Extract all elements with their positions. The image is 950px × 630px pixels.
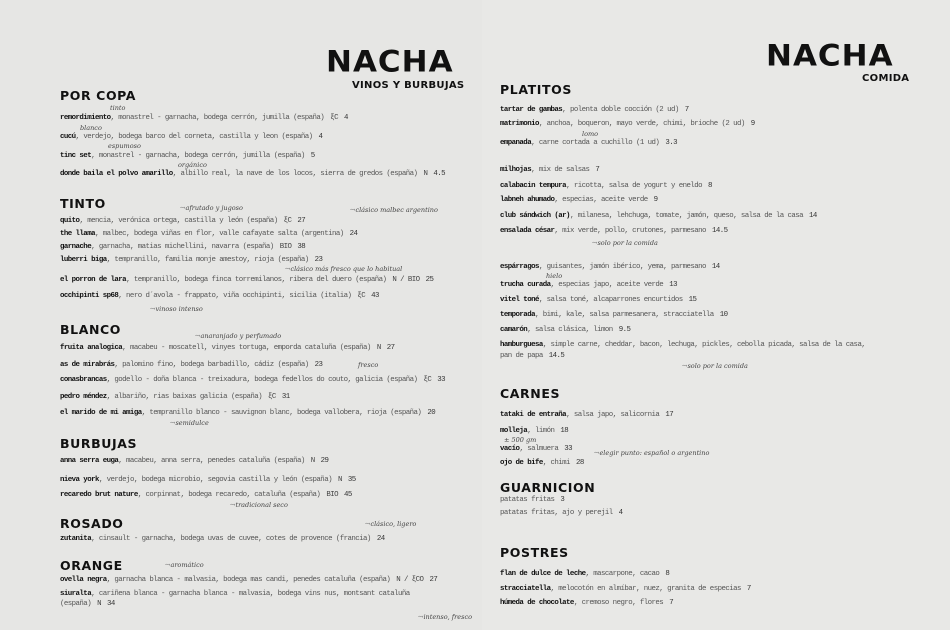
menu-item — [500, 585, 751, 594]
item-price: 33 — [437, 376, 445, 384]
handwritten-note: espumoso — [108, 142, 141, 150]
item-tag: N — [97, 600, 101, 608]
item-tag: ξC — [283, 217, 292, 225]
handwritten-note: ⤳ solo por la comida — [592, 240, 658, 247]
item-name: nieva york — [60, 476, 99, 484]
item-name: donde baila el polvo amarillo — [60, 170, 173, 178]
handwritten-note: tinto — [110, 104, 126, 112]
item-tag: N — [376, 344, 381, 352]
handwritten-note: ⤳ solo por la comida — [682, 363, 748, 370]
menu-item — [500, 120, 755, 129]
menu-item — [500, 445, 572, 454]
item-price: 7 — [746, 585, 751, 593]
item-tag: ξC — [268, 393, 276, 401]
item-name: labneh ahumado — [500, 196, 555, 204]
page-subtitle: COMIDA — [862, 73, 910, 84]
item-description: , simple carne, cheddar, bacon, lechuga, pickles, cebolla picada, salsa de la casa, — [542, 341, 866, 349]
item-description: patatas fritas — [500, 496, 555, 504]
item-name: the llama — [60, 230, 95, 238]
item-name: tinc set — [60, 152, 92, 160]
menu-item — [60, 491, 352, 500]
section-heading: ORANGE — [60, 558, 123, 573]
item-tag: ξC — [357, 292, 366, 300]
item-price: 27 — [386, 344, 395, 352]
logo: NACHA — [326, 44, 454, 80]
item-description: , cinsault - garnacha, bodega uvas de cuvee, cotes de provence (francia) — [91, 535, 371, 543]
item-description: , cremoso negro, flores — [573, 599, 664, 607]
handwritten-note: orgánico — [178, 161, 207, 169]
item-name: cucú — [60, 133, 76, 141]
item-tag: N / BIO — [392, 276, 420, 284]
item-price: 31 — [281, 393, 290, 401]
menu-item — [500, 411, 673, 420]
menu-item — [60, 476, 356, 485]
menu-item — [60, 344, 395, 353]
handwritten-note: blanco — [80, 124, 102, 132]
item-name: tataki de entraña — [500, 411, 567, 419]
item-price: 9 — [653, 196, 658, 204]
menu-item — [500, 139, 677, 148]
item-price: 14.5 — [711, 227, 728, 235]
item-price: 24 — [376, 535, 385, 543]
menu-item — [500, 352, 564, 361]
item-name: el marido de mi amiga — [60, 409, 142, 417]
handwritten-note: fresco — [358, 361, 379, 369]
menu-item — [500, 311, 727, 320]
item-tag: BIO — [279, 243, 292, 251]
menu-item — [500, 326, 630, 335]
handwritten-note: ± 500 gm — [504, 436, 537, 444]
item-description: , anchoa, boqueron, mayo verde, chimi, brioche (2 ud) — [538, 120, 745, 128]
section-heading: ROSADO — [60, 516, 124, 531]
menu-item — [500, 599, 673, 608]
item-description: , chimi — [542, 459, 570, 467]
item-price: 23 — [314, 361, 323, 369]
item-price: 9 — [750, 120, 755, 128]
item-tag: BIO — [326, 491, 338, 499]
menu-item — [60, 243, 305, 252]
item-name: club sándwich (ar) — [500, 212, 570, 220]
item-price: 35 — [347, 476, 356, 484]
item-name: matrimonio — [500, 120, 539, 128]
item-tag: N — [423, 170, 428, 178]
item-name: pedro méndez — [60, 393, 107, 401]
item-name: siuralta — [60, 590, 92, 598]
item-description: , guisantes, jamón ibérico, yema, parmesano — [538, 263, 706, 271]
handwritten-note: ⤳ clásico, ligero — [365, 521, 416, 528]
item-description: pan de papa — [500, 352, 543, 360]
food-menu-page — [482, 0, 950, 630]
menu-item — [60, 590, 410, 599]
item-price: 25 — [425, 276, 434, 284]
item-price: 8 — [708, 182, 712, 190]
menu-item — [60, 361, 322, 370]
item-name: hamburguesa — [500, 341, 543, 349]
item-name: temporada — [500, 311, 535, 319]
menu-item — [500, 341, 865, 350]
handwritten-note: ⤳ intenso, fresco — [418, 614, 472, 621]
handwritten-note: ⤳ anaranjado y perfumado — [195, 333, 281, 340]
menu-item — [60, 535, 385, 544]
item-price: 3 — [560, 496, 565, 504]
logo: NACHA — [766, 38, 894, 74]
item-price: 10 — [719, 311, 728, 319]
item-price: 8 — [665, 570, 670, 578]
menu-item — [500, 570, 669, 579]
handwritten-note: ⤳ tradicional seco — [230, 502, 288, 509]
item-description: , bimi, kale, salsa parmesanera, stracciatella — [534, 311, 714, 319]
item-name: garnache — [60, 243, 92, 251]
item-description: , mix verde, pollo, crutones, parmesano — [554, 227, 706, 235]
item-name: fruita analogica — [60, 344, 123, 352]
menu-item — [60, 152, 315, 161]
item-name: zutanita — [60, 535, 92, 543]
item-description: , albillo real, la nave de los locos, sierra de gredos (españa) — [172, 170, 418, 178]
item-name: recaredo brut nature — [60, 491, 138, 499]
item-description: , especias, aceite verde — [554, 196, 648, 204]
section-heading: PLATITOS — [500, 82, 572, 97]
handwritten-note: ⤳ clásico más fresco que lo habitual — [285, 266, 402, 273]
item-tag: ξC — [423, 376, 432, 384]
menu-item — [500, 196, 658, 205]
menu-item — [60, 114, 348, 123]
item-name: ojo de bife — [500, 459, 543, 467]
menu-item — [500, 212, 817, 221]
item-name: quito — [60, 217, 80, 225]
item-description: , limón — [527, 427, 555, 435]
item-name: ovella negra — [60, 576, 107, 584]
handwritten-note: ⤳ vinoso intenso — [150, 306, 203, 313]
item-name: stracciatella — [500, 585, 551, 593]
item-description: , tempranillo blanco - sauvignon blanc, bodega vallobera, rioja (españa) — [141, 409, 422, 417]
handwritten-note: ⤳ afrutado y jugoso — [180, 205, 243, 212]
menu-item — [500, 427, 568, 436]
item-description: , polenta doble cocción (2 ud) — [562, 106, 679, 114]
menu-item — [60, 457, 328, 466]
menu-item — [500, 227, 727, 236]
handwritten-note: hielo — [546, 272, 563, 280]
menu-item — [60, 376, 445, 385]
menu-item — [60, 276, 433, 285]
item-description: , salsa japo, salicornia — [566, 411, 660, 419]
menu-item — [500, 263, 720, 272]
item-description: , macabeu - moscatell, vinyes tortuga, emporda cataluña (españa) — [122, 344, 371, 352]
item-name: molleja — [500, 427, 528, 435]
item-description: , cariñena blanca - garnacha blanca - malvasia, bodega vins nus, montsant cataluña — [91, 590, 410, 598]
item-price: 4.5 — [433, 170, 445, 178]
item-name: anna serra euga — [60, 457, 119, 465]
handwritten-note: ⤳ clásico malbec argentino — [350, 207, 438, 214]
section-heading: POR COPA — [60, 88, 137, 103]
menu-item — [500, 459, 584, 468]
handwritten-note: ⤳ elegir punto: español o argentino — [594, 450, 709, 457]
item-price: 3.3 — [665, 139, 677, 147]
item-price: 13 — [669, 281, 677, 289]
menu-item — [500, 496, 564, 505]
item-description: , tempranillo, bodega finca torremilanos, ribera del duero (españa) — [126, 276, 387, 284]
item-description: , albariño, rias baixas galicia (españa) — [106, 393, 263, 401]
menu-item — [60, 230, 357, 239]
item-price: 14 — [711, 263, 720, 271]
menu-item — [60, 409, 435, 418]
section-heading: TINTO — [60, 196, 106, 211]
item-name: as de mirabrás — [60, 361, 115, 369]
item-price: 4 — [343, 114, 348, 122]
item-name: remordimiento — [60, 114, 111, 122]
item-description: , salsa toné, alcaparrones encurtidos — [538, 296, 683, 304]
item-name: tartar de gambas — [500, 106, 563, 114]
item-tag: N — [310, 457, 315, 465]
item-name: el porron de lara — [60, 276, 127, 284]
item-description: , nero d´avola - frappato, viña occhipinti, sicilia (italia) — [118, 292, 352, 300]
menu-item — [500, 296, 696, 305]
section-heading: POSTRES — [500, 545, 569, 560]
item-description: , salsa clásica, limon — [527, 326, 613, 334]
item-name: flan de dulce de leche — [500, 570, 586, 578]
section-heading: CARNES — [500, 386, 561, 401]
item-description: , melocotón en almíbar, nuez, granita de especias — [550, 585, 741, 593]
item-price: 28 — [575, 459, 584, 467]
item-price: 27 — [429, 576, 438, 584]
item-price: 33 — [564, 445, 573, 453]
item-description: , monastrel - garnacha, bodega cerrón, jumilla (españa) — [91, 152, 305, 160]
item-description: , especias japo, aceite verde — [550, 281, 664, 289]
item-description: , verdejo, bodega barco del corneta, castilla y leon (españa) — [75, 133, 313, 141]
item-tag: ξC — [330, 114, 338, 122]
item-name: calabacin tempura — [500, 182, 567, 190]
item-description: , corpinnat, bodega recaredo, cataluña (españa) — [137, 491, 321, 499]
item-name: espárragos — [500, 263, 539, 271]
item-price: 34 — [106, 600, 115, 608]
item-tag: N — [337, 476, 342, 484]
item-price: 45 — [343, 491, 352, 499]
menu-item — [60, 217, 305, 226]
item-description: , garnacha blanca - malvasia, bodega mas candi, penedes cataluña (españa) — [106, 576, 391, 584]
item-description: , verdejo, bodega microbio, segovia castilla y león (españa) — [98, 476, 332, 484]
item-description: , garnacha, matias michellini, navarra (españa) — [91, 243, 274, 251]
item-price: 20 — [427, 409, 436, 417]
item-name: vacío — [500, 445, 520, 453]
item-price: 7 — [684, 106, 689, 114]
menu-item — [500, 166, 599, 175]
item-description: (españa) — [60, 600, 92, 608]
handwritten-note: ⤳ aromático — [165, 562, 204, 569]
menu-item — [60, 576, 437, 585]
item-name: conasbrancas — [60, 376, 107, 384]
item-description: , salmuera — [519, 445, 559, 453]
item-price: 14.5 — [548, 352, 565, 360]
item-description: , carne cortada a cuchillo (1 ud) — [531, 139, 660, 147]
item-description: , palomino fino, bodega barbadillo, cádiz (españa) — [114, 361, 309, 369]
item-tag: N / ξCO — [396, 576, 424, 584]
section-heading: GUARNICION — [500, 480, 596, 495]
item-price: 15 — [688, 296, 697, 304]
item-name: occhipinti sp68 — [60, 292, 119, 300]
item-name: ensalada césar — [500, 227, 555, 235]
item-price: 43 — [371, 292, 379, 300]
item-description: , godello - doña blanca - treixadura, bodega fedellos do couto, galicia (españa) — [106, 376, 418, 384]
item-description: , malbec, bodega viñas en flor, valle cafayate salta (argentina) — [94, 230, 344, 238]
item-price: 7 — [595, 166, 600, 174]
item-name: vitel toné — [500, 296, 539, 304]
item-price: 17 — [665, 411, 674, 419]
menu-item — [60, 256, 322, 265]
item-price: 38 — [297, 243, 306, 251]
menu-item — [500, 182, 712, 191]
menu-item — [500, 509, 623, 518]
item-name: húmeda de chocolate — [500, 599, 574, 607]
item-price: 14 — [809, 212, 817, 220]
item-price: 7 — [669, 599, 674, 607]
item-description: , monastrel - garnacha, bodega cerrón, jumilla (españa) — [110, 114, 325, 122]
item-description: , mix de salsas — [531, 166, 590, 174]
menu-item — [60, 170, 445, 179]
item-description: , mencia, verónica ortega, castilla y león (españa) — [79, 217, 278, 225]
item-description: , milanesa, lehchuga, tomate, jamón, queso, salsa de la casa — [569, 212, 804, 220]
menu-item — [500, 281, 677, 290]
handwritten-note: ⤳ semidulce — [170, 420, 209, 427]
item-description: , macabeu, anna serra, penedes cataluña (españa) — [118, 457, 305, 465]
item-price: 4 — [318, 133, 323, 141]
item-name: trucha curada — [500, 281, 551, 289]
menu-item — [60, 133, 322, 142]
item-description: , mascarpone, cacao — [585, 570, 660, 578]
handwritten-note: lomo — [582, 130, 599, 138]
item-price: 24 — [349, 230, 358, 238]
item-price: 5 — [310, 152, 315, 160]
item-price: 29 — [320, 457, 329, 465]
section-heading: BLANCO — [60, 322, 122, 337]
item-price: 18 — [560, 427, 569, 435]
item-description: patatas fritas, ajo y perejil — [500, 509, 613, 517]
item-name: milhojas — [500, 166, 532, 174]
section-heading: BURBUJAS — [60, 436, 138, 451]
item-name: camarón — [500, 326, 528, 334]
item-price: 4 — [618, 509, 623, 517]
item-price: 27 — [297, 217, 306, 225]
menu-item — [500, 106, 689, 115]
item-name: empanada — [500, 139, 532, 147]
item-name: luberri biga — [60, 256, 107, 264]
item-description: , ricotta, salsa de yogurt y eneldo — [566, 182, 703, 190]
menu-item — [60, 600, 115, 609]
item-price: 9.5 — [618, 326, 631, 334]
item-price: 23 — [314, 256, 323, 264]
menu-item — [60, 292, 379, 301]
menu-item — [60, 393, 290, 402]
page-subtitle: VINOS Y BURBUJAS — [352, 80, 465, 91]
item-description: , tempranillo, familia monje amestoy, rioja (españa) — [106, 256, 309, 264]
